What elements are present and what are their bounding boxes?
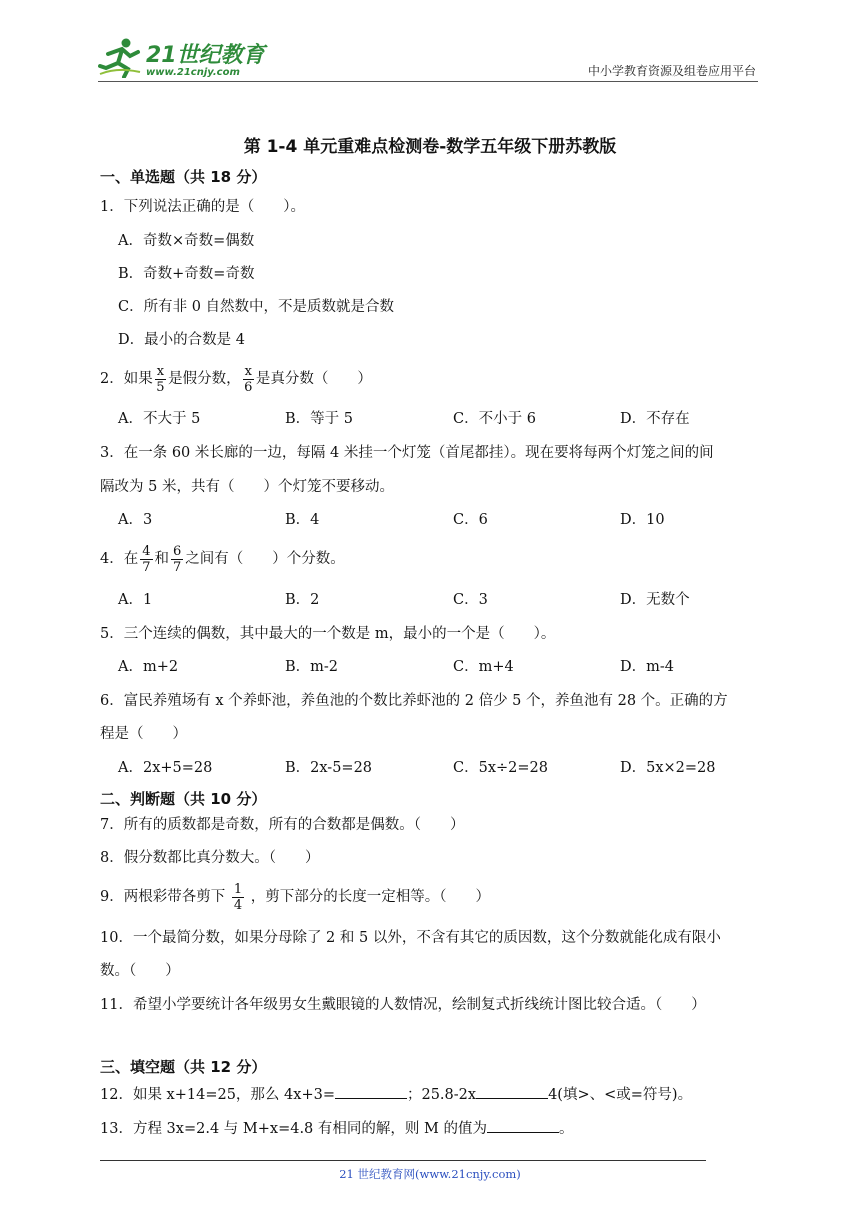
question-13 — [100, 1112, 765, 1146]
q2-fraction-1 — [155, 365, 166, 394]
q2-option-c[interactable]: C．不小于 6 — [453, 411, 536, 427]
q9-post-text: ，剪下部分的长度一定相等。（ ） — [250, 889, 490, 905]
q9-frac-den: 4 — [233, 897, 243, 913]
question-7: 7．所有的质数都是奇数，所有的合数都是偶数。（ ） — [100, 817, 465, 833]
question-6-line-1: 6．富民养殖场有 x 个养虾池，养鱼池的个数比养虾池的 2 倍少 5 个，养鱼池有 28 个。正确的方 — [100, 693, 728, 709]
q4-frac1-den: 7 — [142, 559, 151, 575]
q2-mid-text: 是假分数， — [168, 371, 241, 387]
q2-frac1-num: x — [156, 363, 165, 379]
question-8: 8．假分数都比真分数大。（ ） — [100, 850, 320, 866]
q1-option-c[interactable]: C．所有非 0 自然数中，不是质数就是合数 — [118, 299, 395, 315]
q2-option-d[interactable]: D．不存在 — [620, 411, 690, 427]
q12-post-text: 4(填>、<或=符号)。 — [548, 1087, 693, 1103]
q13-pre-text: 13．方程 3x=2.4 与 M+x=4.8 有相同的解，则 M 的值为 — [100, 1121, 487, 1137]
q3-option-d[interactable]: D．10 — [620, 512, 665, 528]
platform-tagline: 中小学教育资源及组卷应用平台 — [587, 64, 756, 78]
runner-logo-icon — [98, 36, 142, 78]
q6-option-b[interactable]: B．2x-5=28 — [285, 760, 373, 776]
logo-brand-text: 21世纪教育 — [146, 43, 265, 68]
section-heading-true-false: 二、判断题（共 10 分） — [100, 790, 267, 808]
q4-option-d[interactable]: D．无数个 — [620, 592, 690, 608]
q12-mid-text: ；25.8-2x — [406, 1087, 477, 1103]
q4-option-b[interactable]: B．2 — [285, 592, 320, 608]
q4-fraction-2 — [171, 545, 183, 574]
question-12 — [100, 1078, 765, 1112]
q4-frac2-den: 7 — [173, 559, 182, 575]
q5-option-d[interactable]: D．m-4 — [620, 659, 674, 675]
q4-option-c[interactable]: C．3 — [453, 592, 488, 608]
section-heading-fill-blank: 三、填空题（共 12 分） — [100, 1058, 267, 1076]
q4-fraction-1 — [140, 545, 152, 574]
section-heading-single-choice: 一、单选题（共 18 分） — [100, 168, 267, 186]
q12-pre-text: 12．如果 x+14=25，那么 4x+3= — [100, 1087, 335, 1103]
q6-option-a[interactable]: A．2x+5=28 — [118, 760, 213, 776]
q4-pre-text: 4．在 — [100, 551, 139, 567]
q1-option-a[interactable]: A．奇数×奇数=偶数 — [118, 233, 255, 249]
q2-fraction-2 — [243, 365, 254, 394]
q2-option-b[interactable]: B．等于 5 — [285, 411, 353, 427]
q3-option-a[interactable]: A．3 — [118, 512, 153, 528]
q13-post-text: 。 — [558, 1121, 574, 1137]
question-11: 11．希望小学要统计各年级男女生戴眼镜的人数情况，绘制复式折线统计图比较合适。（ ） — [100, 997, 706, 1013]
question-4-stem — [100, 542, 765, 576]
header-divider — [98, 81, 758, 82]
q9-fraction — [232, 883, 244, 912]
q5-option-a[interactable]: A．m+2 — [118, 659, 179, 675]
q9-pre-text: 9．两根彩带各剪下 — [100, 889, 226, 905]
q2-frac2-num: x — [244, 363, 252, 379]
q2-post-text: 是真分数（ ） — [255, 371, 372, 387]
question-10-line-2: 数。（ ） — [100, 963, 180, 979]
q3-option-b[interactable]: B．4 — [285, 512, 320, 528]
q4-option-a[interactable]: A．1 — [118, 592, 153, 608]
q12-blank-1[interactable] — [335, 1084, 407, 1099]
q4-frac2-num: 6 — [173, 543, 182, 559]
q5-option-c[interactable]: C．m+4 — [453, 659, 514, 675]
question-3-line-2: 隔改为 5 米，共有（ ）个灯笼不要移动。 — [100, 479, 394, 495]
site-logo[interactable] — [98, 34, 265, 78]
q1-option-d[interactable]: D．最小的合数是 4 — [118, 332, 245, 348]
question-2-stem — [100, 362, 765, 396]
question-9 — [100, 880, 765, 914]
q6-option-d[interactable]: D．5x×2=28 — [620, 760, 716, 776]
question-10-line-1: 10．一个最简分数，如果分母除了 2 和 5 以外，不含有其它的质因数，这个分数就能化成有限小 — [100, 930, 721, 946]
logo-url-text: www.21cnjy.com — [146, 67, 240, 78]
q2-frac2-den: 6 — [244, 379, 253, 395]
q4-mid-text: 和 — [154, 551, 170, 567]
q2-option-a[interactable]: A．不大于 5 — [118, 411, 201, 427]
q6-option-c[interactable]: C．5x÷2=28 — [453, 760, 548, 776]
footer-divider — [100, 1160, 706, 1161]
question-5-stem: 5．三个连续的偶数，其中最大的一个数是 m，最小的一个是（ ）。 — [100, 626, 556, 642]
page-header — [98, 34, 758, 82]
question-6-line-2: 程是（ ） — [100, 726, 187, 742]
q13-blank[interactable] — [487, 1118, 559, 1133]
q9-frac-num: 1 — [233, 881, 243, 897]
q2-pre-text: 2．如果 — [100, 371, 153, 387]
q12-blank-2[interactable] — [476, 1084, 548, 1099]
q2-frac1-den: 5 — [156, 379, 165, 395]
q4-post-text: 之间有（ ）个分数。 — [185, 551, 345, 567]
q1-option-b[interactable]: B．奇数+奇数=奇数 — [118, 266, 255, 282]
page-title: 第 1-4 单元重难点检测卷-数学五年级下册苏教版 — [243, 137, 617, 157]
question-1-stem: 1．下列说法正确的是（ ）。 — [100, 199, 305, 215]
question-3-line-1: 3．在一条 60 米长廊的一边，每隔 4 米挂一个灯笼（首尾都挂）。现在要将每两个灯笼之间的间 — [100, 445, 714, 461]
q3-option-c[interactable]: C．6 — [453, 512, 488, 528]
q4-frac1-num: 4 — [142, 543, 151, 559]
q5-option-b[interactable]: B．m-2 — [285, 659, 339, 675]
footer-link[interactable]: 21 世纪教育网(www.21cnjy.com) — [339, 1167, 521, 1181]
